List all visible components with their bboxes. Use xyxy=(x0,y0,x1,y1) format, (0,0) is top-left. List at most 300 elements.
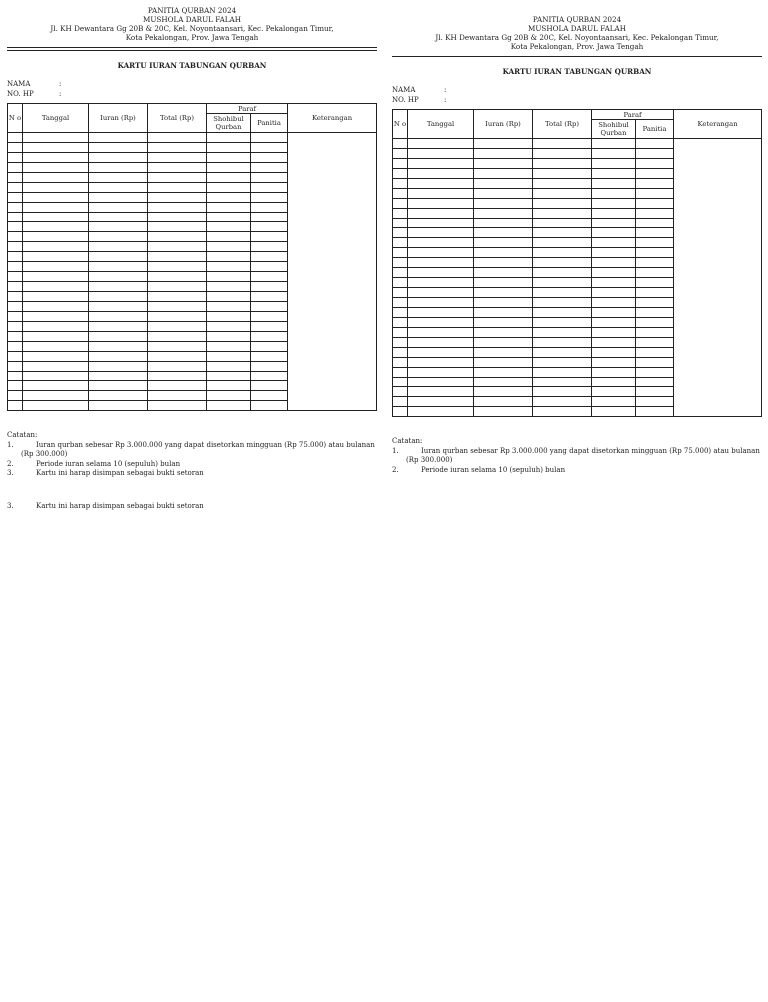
cell-no[interactable] xyxy=(393,268,408,278)
cell-no[interactable] xyxy=(8,262,23,272)
cell-iuran[interactable] xyxy=(474,258,533,268)
cell-total[interactable] xyxy=(148,361,207,371)
cell-total[interactable] xyxy=(148,321,207,331)
cell-total[interactable] xyxy=(533,258,592,268)
cell-iuran[interactable] xyxy=(89,262,148,272)
cell-total[interactable] xyxy=(148,222,207,232)
cell-tanggal[interactable] xyxy=(408,387,474,397)
cell-total[interactable] xyxy=(533,148,592,158)
cell-total[interactable] xyxy=(148,232,207,242)
cell-no[interactable] xyxy=(8,252,23,262)
cell-total[interactable] xyxy=(148,142,207,152)
cell-no[interactable] xyxy=(8,401,23,411)
cell-total[interactable] xyxy=(148,292,207,302)
cell-panitia[interactable] xyxy=(636,387,674,397)
cell-no[interactable] xyxy=(8,391,23,401)
cell-tanggal[interactable] xyxy=(23,381,89,391)
cell-panitia[interactable] xyxy=(636,337,674,347)
cell-iuran[interactable] xyxy=(89,212,148,222)
cell-iuran[interactable] xyxy=(474,377,533,387)
cell-iuran[interactable] xyxy=(474,397,533,407)
cell-no[interactable] xyxy=(393,208,408,218)
cell-tanggal[interactable] xyxy=(408,337,474,347)
cell-panitia[interactable] xyxy=(251,262,288,272)
cell-total[interactable] xyxy=(148,272,207,282)
cell-total[interactable] xyxy=(533,377,592,387)
cell-panitia[interactable] xyxy=(251,242,288,252)
cell-shohibul[interactable] xyxy=(592,139,636,149)
cell-no[interactable] xyxy=(8,242,23,252)
cell-total[interactable] xyxy=(148,401,207,411)
cell-shohibul[interactable] xyxy=(207,371,251,381)
cell-total[interactable] xyxy=(148,182,207,192)
cell-total[interactable] xyxy=(533,327,592,337)
cell-no[interactable] xyxy=(8,172,23,182)
cell-shohibul[interactable] xyxy=(207,272,251,282)
cell-no[interactable] xyxy=(8,272,23,282)
cell-iuran[interactable] xyxy=(89,391,148,401)
cell-panitia[interactable] xyxy=(636,188,674,198)
cell-tanggal[interactable] xyxy=(408,139,474,149)
cell-panitia[interactable] xyxy=(251,182,288,192)
cell-panitia[interactable] xyxy=(251,172,288,182)
cell-total[interactable] xyxy=(533,218,592,228)
cell-panitia[interactable] xyxy=(636,218,674,228)
cell-tanggal[interactable] xyxy=(23,133,89,143)
cell-panitia[interactable] xyxy=(636,158,674,168)
cell-tanggal[interactable] xyxy=(408,278,474,288)
cell-shohibul[interactable] xyxy=(207,361,251,371)
cell-iuran[interactable] xyxy=(474,248,533,258)
cell-no[interactable] xyxy=(8,301,23,311)
cell-shohibul[interactable] xyxy=(592,218,636,228)
cell-no[interactable] xyxy=(8,321,23,331)
cell-no[interactable] xyxy=(393,139,408,149)
cell-total[interactable] xyxy=(148,133,207,143)
cell-iuran[interactable] xyxy=(474,228,533,238)
cell-iuran[interactable] xyxy=(89,252,148,262)
cell-iuran[interactable] xyxy=(474,357,533,367)
cell-tanggal[interactable] xyxy=(408,407,474,417)
cell-panitia[interactable] xyxy=(636,268,674,278)
cell-total[interactable] xyxy=(148,282,207,292)
cell-shohibul[interactable] xyxy=(592,168,636,178)
cell-shohibul[interactable] xyxy=(592,377,636,387)
cell-panitia[interactable] xyxy=(251,202,288,212)
cell-tanggal[interactable] xyxy=(408,298,474,308)
cell-shohibul[interactable] xyxy=(592,228,636,238)
cell-tanggal[interactable] xyxy=(23,212,89,222)
cell-panitia[interactable] xyxy=(251,321,288,331)
cell-shohibul[interactable] xyxy=(592,307,636,317)
cell-tanggal[interactable] xyxy=(408,268,474,278)
cell-no[interactable] xyxy=(8,371,23,381)
cell-total[interactable] xyxy=(148,311,207,321)
cell-no[interactable] xyxy=(8,341,23,351)
cell-iuran[interactable] xyxy=(474,218,533,228)
cell-total[interactable] xyxy=(148,202,207,212)
cell-total[interactable] xyxy=(148,391,207,401)
cell-panitia[interactable] xyxy=(251,142,288,152)
cell-panitia[interactable] xyxy=(251,272,288,282)
cell-panitia[interactable] xyxy=(251,232,288,242)
cell-iuran[interactable] xyxy=(89,341,148,351)
cell-iuran[interactable] xyxy=(89,282,148,292)
cell-total[interactable] xyxy=(533,198,592,208)
cell-no[interactable] xyxy=(393,327,408,337)
cell-panitia[interactable] xyxy=(636,178,674,188)
cell-no[interactable] xyxy=(8,182,23,192)
cell-iuran[interactable] xyxy=(89,371,148,381)
cell-tanggal[interactable] xyxy=(23,272,89,282)
cell-no[interactable] xyxy=(393,168,408,178)
cell-tanggal[interactable] xyxy=(23,242,89,252)
cell-no[interactable] xyxy=(393,307,408,317)
cell-iuran[interactable] xyxy=(89,232,148,242)
cell-keterangan[interactable] xyxy=(674,139,762,417)
cell-tanggal[interactable] xyxy=(408,218,474,228)
cell-no[interactable] xyxy=(393,397,408,407)
cell-no[interactable] xyxy=(393,238,408,248)
cell-shohibul[interactable] xyxy=(207,311,251,321)
cell-shohibul[interactable] xyxy=(207,232,251,242)
cell-panitia[interactable] xyxy=(636,357,674,367)
cell-iuran[interactable] xyxy=(89,361,148,371)
cell-shohibul[interactable] xyxy=(207,162,251,172)
cell-iuran[interactable] xyxy=(89,172,148,182)
cell-tanggal[interactable] xyxy=(408,258,474,268)
cell-total[interactable] xyxy=(533,278,592,288)
cell-panitia[interactable] xyxy=(636,307,674,317)
cell-iuran[interactable] xyxy=(474,278,533,288)
cell-no[interactable] xyxy=(393,158,408,168)
cell-total[interactable] xyxy=(533,387,592,397)
cell-panitia[interactable] xyxy=(251,222,288,232)
cell-panitia[interactable] xyxy=(251,292,288,302)
cell-panitia[interactable] xyxy=(636,407,674,417)
cell-shohibul[interactable] xyxy=(592,347,636,357)
cell-panitia[interactable] xyxy=(636,258,674,268)
cell-total[interactable] xyxy=(148,262,207,272)
cell-no[interactable] xyxy=(393,298,408,308)
cell-shohibul[interactable] xyxy=(592,208,636,218)
cell-tanggal[interactable] xyxy=(408,208,474,218)
cell-no[interactable] xyxy=(393,178,408,188)
cell-iuran[interactable] xyxy=(89,142,148,152)
cell-no[interactable] xyxy=(8,282,23,292)
cell-iuran[interactable] xyxy=(474,139,533,149)
cell-panitia[interactable] xyxy=(636,248,674,258)
cell-iuran[interactable] xyxy=(474,387,533,397)
cell-shohibul[interactable] xyxy=(207,401,251,411)
cell-no[interactable] xyxy=(8,292,23,302)
cell-no[interactable] xyxy=(8,222,23,232)
cell-shohibul[interactable] xyxy=(592,238,636,248)
cell-total[interactable] xyxy=(533,337,592,347)
cell-no[interactable] xyxy=(393,248,408,258)
cell-shohibul[interactable] xyxy=(592,268,636,278)
cell-no[interactable] xyxy=(393,198,408,208)
cell-panitia[interactable] xyxy=(636,347,674,357)
cell-total[interactable] xyxy=(148,341,207,351)
cell-total[interactable] xyxy=(148,172,207,182)
cell-iuran[interactable] xyxy=(474,317,533,327)
cell-panitia[interactable] xyxy=(636,327,674,337)
cell-tanggal[interactable] xyxy=(23,182,89,192)
cell-shohibul[interactable] xyxy=(592,387,636,397)
cell-no[interactable] xyxy=(393,218,408,228)
cell-shohibul[interactable] xyxy=(207,262,251,272)
cell-shohibul[interactable] xyxy=(207,182,251,192)
cell-iuran[interactable] xyxy=(89,292,148,302)
cell-tanggal[interactable] xyxy=(408,228,474,238)
cell-shohibul[interactable] xyxy=(207,351,251,361)
cell-total[interactable] xyxy=(148,252,207,262)
cell-shohibul[interactable] xyxy=(207,212,251,222)
cell-iuran[interactable] xyxy=(89,321,148,331)
cell-shohibul[interactable] xyxy=(592,198,636,208)
cell-iuran[interactable] xyxy=(474,307,533,317)
cell-no[interactable] xyxy=(8,133,23,143)
cell-panitia[interactable] xyxy=(636,208,674,218)
cell-panitia[interactable] xyxy=(251,301,288,311)
cell-total[interactable] xyxy=(148,331,207,341)
cell-panitia[interactable] xyxy=(636,317,674,327)
cell-tanggal[interactable] xyxy=(408,188,474,198)
cell-tanggal[interactable] xyxy=(23,361,89,371)
cell-panitia[interactable] xyxy=(251,212,288,222)
cell-shohibul[interactable] xyxy=(207,331,251,341)
cell-shohibul[interactable] xyxy=(207,292,251,302)
cell-tanggal[interactable] xyxy=(408,288,474,298)
cell-total[interactable] xyxy=(148,242,207,252)
cell-tanggal[interactable] xyxy=(23,152,89,162)
cell-panitia[interactable] xyxy=(251,381,288,391)
cell-tanggal[interactable] xyxy=(23,282,89,292)
cell-shohibul[interactable] xyxy=(207,222,251,232)
cell-iuran[interactable] xyxy=(474,327,533,337)
cell-shohibul[interactable] xyxy=(592,188,636,198)
cell-shohibul[interactable] xyxy=(207,192,251,202)
cell-shohibul[interactable] xyxy=(207,252,251,262)
cell-total[interactable] xyxy=(533,188,592,198)
cell-tanggal[interactable] xyxy=(408,248,474,258)
cell-total[interactable] xyxy=(533,298,592,308)
cell-shohibul[interactable] xyxy=(207,301,251,311)
cell-panitia[interactable] xyxy=(251,351,288,361)
cell-no[interactable] xyxy=(8,381,23,391)
cell-panitia[interactable] xyxy=(251,341,288,351)
cell-shohibul[interactable] xyxy=(207,133,251,143)
cell-iuran[interactable] xyxy=(89,222,148,232)
cell-shohibul[interactable] xyxy=(207,381,251,391)
cell-total[interactable] xyxy=(533,168,592,178)
cell-iuran[interactable] xyxy=(89,351,148,361)
cell-shohibul[interactable] xyxy=(592,248,636,258)
cell-shohibul[interactable] xyxy=(207,321,251,331)
cell-tanggal[interactable] xyxy=(23,401,89,411)
cell-tanggal[interactable] xyxy=(408,327,474,337)
cell-iuran[interactable] xyxy=(89,301,148,311)
cell-total[interactable] xyxy=(148,192,207,202)
cell-tanggal[interactable] xyxy=(408,168,474,178)
cell-panitia[interactable] xyxy=(251,391,288,401)
cell-panitia[interactable] xyxy=(636,397,674,407)
cell-total[interactable] xyxy=(533,407,592,417)
cell-panitia[interactable] xyxy=(636,238,674,248)
cell-tanggal[interactable] xyxy=(23,232,89,242)
cell-no[interactable] xyxy=(393,228,408,238)
cell-no[interactable] xyxy=(8,162,23,172)
cell-panitia[interactable] xyxy=(251,162,288,172)
cell-no[interactable] xyxy=(393,258,408,268)
cell-total[interactable] xyxy=(533,367,592,377)
cell-total[interactable] xyxy=(533,248,592,258)
cell-iuran[interactable] xyxy=(474,367,533,377)
cell-iuran[interactable] xyxy=(89,272,148,282)
cell-tanggal[interactable] xyxy=(408,178,474,188)
cell-iuran[interactable] xyxy=(474,268,533,278)
cell-iuran[interactable] xyxy=(89,133,148,143)
cell-panitia[interactable] xyxy=(251,361,288,371)
cell-no[interactable] xyxy=(8,311,23,321)
cell-panitia[interactable] xyxy=(636,228,674,238)
cell-no[interactable] xyxy=(8,361,23,371)
cell-shohibul[interactable] xyxy=(592,288,636,298)
cell-iuran[interactable] xyxy=(474,288,533,298)
cell-total[interactable] xyxy=(533,228,592,238)
cell-total[interactable] xyxy=(533,307,592,317)
cell-total[interactable] xyxy=(533,288,592,298)
cell-shohibul[interactable] xyxy=(207,142,251,152)
cell-total[interactable] xyxy=(148,371,207,381)
cell-tanggal[interactable] xyxy=(23,301,89,311)
cell-tanggal[interactable] xyxy=(23,202,89,212)
cell-shohibul[interactable] xyxy=(207,242,251,252)
cell-tanggal[interactable] xyxy=(408,238,474,248)
cell-no[interactable] xyxy=(393,367,408,377)
cell-no[interactable] xyxy=(8,142,23,152)
cell-panitia[interactable] xyxy=(636,198,674,208)
cell-tanggal[interactable] xyxy=(408,148,474,158)
cell-iuran[interactable] xyxy=(474,198,533,208)
cell-shohibul[interactable] xyxy=(592,367,636,377)
cell-no[interactable] xyxy=(393,337,408,347)
cell-iuran[interactable] xyxy=(89,192,148,202)
cell-panitia[interactable] xyxy=(636,298,674,308)
cell-shohibul[interactable] xyxy=(592,258,636,268)
cell-no[interactable] xyxy=(393,317,408,327)
cell-tanggal[interactable] xyxy=(23,371,89,381)
cell-tanggal[interactable] xyxy=(23,331,89,341)
cell-iuran[interactable] xyxy=(474,168,533,178)
cell-total[interactable] xyxy=(148,212,207,222)
cell-iuran[interactable] xyxy=(474,407,533,417)
cell-total[interactable] xyxy=(533,397,592,407)
cell-no[interactable] xyxy=(8,331,23,341)
cell-total[interactable] xyxy=(533,238,592,248)
cell-shohibul[interactable] xyxy=(592,327,636,337)
cell-iuran[interactable] xyxy=(89,401,148,411)
cell-no[interactable] xyxy=(393,347,408,357)
cell-iuran[interactable] xyxy=(474,337,533,347)
cell-iuran[interactable] xyxy=(89,202,148,212)
cell-shohibul[interactable] xyxy=(207,282,251,292)
cell-total[interactable] xyxy=(533,357,592,367)
cell-no[interactable] xyxy=(393,288,408,298)
cell-tanggal[interactable] xyxy=(23,311,89,321)
cell-no[interactable] xyxy=(393,357,408,367)
cell-panitia[interactable] xyxy=(251,371,288,381)
cell-total[interactable] xyxy=(533,178,592,188)
cell-total[interactable] xyxy=(148,381,207,391)
cell-total[interactable] xyxy=(148,152,207,162)
cell-no[interactable] xyxy=(393,148,408,158)
cell-tanggal[interactable] xyxy=(408,347,474,357)
cell-total[interactable] xyxy=(148,301,207,311)
cell-iuran[interactable] xyxy=(89,242,148,252)
cell-tanggal[interactable] xyxy=(23,172,89,182)
cell-panitia[interactable] xyxy=(636,377,674,387)
cell-tanggal[interactable] xyxy=(23,292,89,302)
cell-iuran[interactable] xyxy=(474,148,533,158)
cell-keterangan[interactable] xyxy=(288,133,377,411)
cell-no[interactable] xyxy=(393,377,408,387)
cell-panitia[interactable] xyxy=(636,139,674,149)
cell-iuran[interactable] xyxy=(474,298,533,308)
cell-shohibul[interactable] xyxy=(592,337,636,347)
cell-panitia[interactable] xyxy=(251,311,288,321)
cell-panitia[interactable] xyxy=(251,192,288,202)
cell-shohibul[interactable] xyxy=(207,391,251,401)
cell-panitia[interactable] xyxy=(636,278,674,288)
cell-total[interactable] xyxy=(533,268,592,278)
cell-shohibul[interactable] xyxy=(592,357,636,367)
cell-iuran[interactable] xyxy=(89,182,148,192)
cell-tanggal[interactable] xyxy=(23,262,89,272)
cell-total[interactable] xyxy=(533,208,592,218)
cell-tanggal[interactable] xyxy=(408,397,474,407)
cell-iuran[interactable] xyxy=(474,158,533,168)
cell-panitia[interactable] xyxy=(251,133,288,143)
cell-tanggal[interactable] xyxy=(408,367,474,377)
cell-iuran[interactable] xyxy=(89,152,148,162)
cell-shohibul[interactable] xyxy=(592,148,636,158)
cell-tanggal[interactable] xyxy=(408,317,474,327)
cell-panitia[interactable] xyxy=(636,367,674,377)
cell-total[interactable] xyxy=(148,162,207,172)
cell-total[interactable] xyxy=(533,139,592,149)
cell-iuran[interactable] xyxy=(474,188,533,198)
cell-no[interactable] xyxy=(393,387,408,397)
cell-shohibul[interactable] xyxy=(592,317,636,327)
cell-total[interactable] xyxy=(533,317,592,327)
cell-shohibul[interactable] xyxy=(207,341,251,351)
cell-no[interactable] xyxy=(8,152,23,162)
cell-iuran[interactable] xyxy=(89,311,148,321)
cell-panitia[interactable] xyxy=(251,401,288,411)
cell-shohibul[interactable] xyxy=(592,278,636,288)
cell-shohibul[interactable] xyxy=(592,298,636,308)
cell-panitia[interactable] xyxy=(636,288,674,298)
cell-shohibul[interactable] xyxy=(207,152,251,162)
cell-iuran[interactable] xyxy=(89,331,148,341)
cell-no[interactable] xyxy=(8,351,23,361)
cell-iuran[interactable] xyxy=(89,381,148,391)
cell-iuran[interactable] xyxy=(89,162,148,172)
cell-no[interactable] xyxy=(8,202,23,212)
cell-shohibul[interactable] xyxy=(592,178,636,188)
